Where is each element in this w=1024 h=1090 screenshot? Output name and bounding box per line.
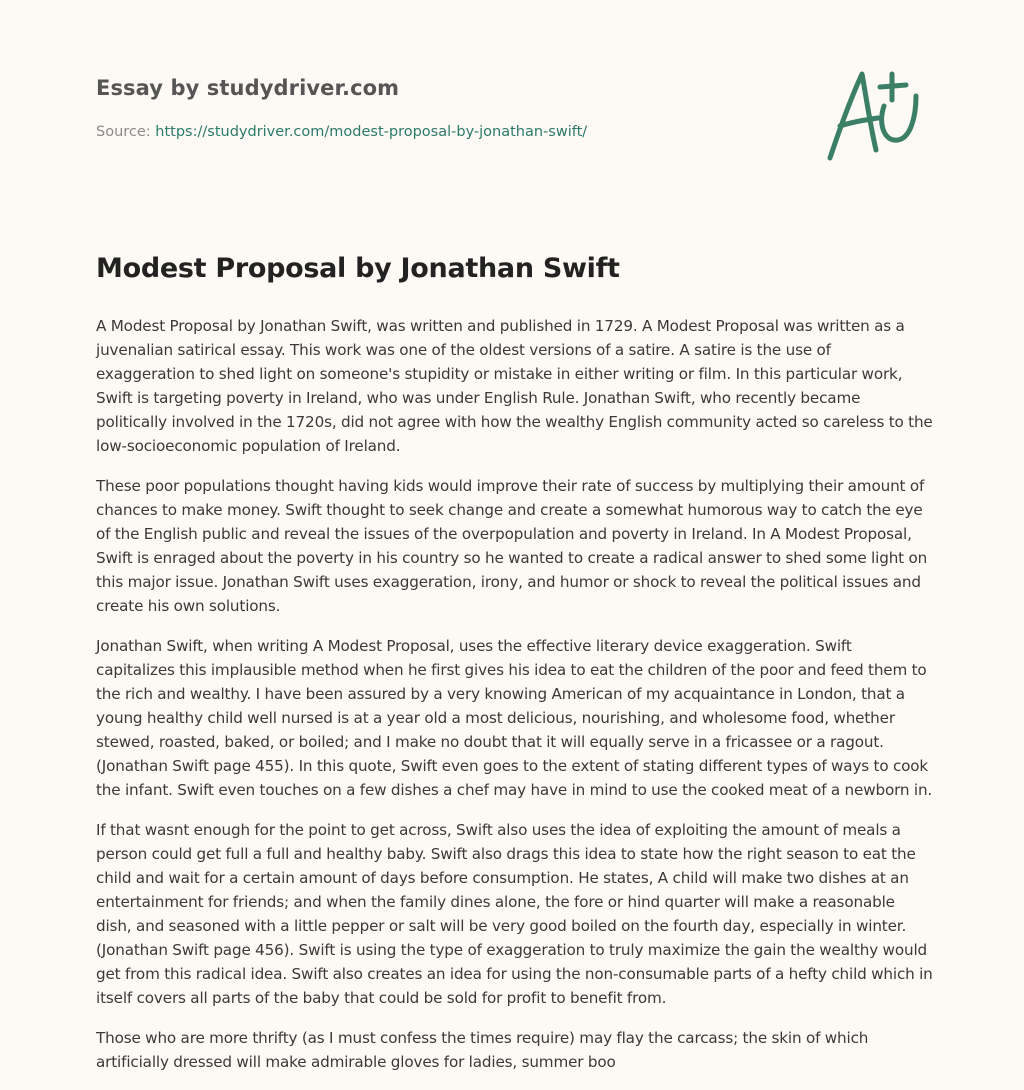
site-brand-heading: Essay by studydriver.com: [96, 76, 400, 100]
source-link[interactable]: https://studydriver.com/modest-proposal-by-jonathan-swift/: [155, 124, 588, 140]
a-plus-grade-icon: [818, 66, 930, 166]
essay-body: [96, 314, 934, 1090]
essay-paragraph: A Modest Proposal by Jonathan Swift, was written and published in 1729. A Modest Proposal was written as a juvenalian satirical essay. This work was one of the oldest versions of a satire. A satire is the use of exaggeration to shed light on someone's stupidity or mistake in either writing or film. In this particular work, Swift is targeting poverty in Ireland, who was under English Rule. Jonathan Swift, who recently became politically involved in the 1720s, did not agree with how the wealthy English community acted so careless to the low-socioeconomic population of Ireland.: [96, 317, 933, 455]
essay-paragraph: Jonathan Swift, when writing A Modest Proposal, uses the effective literary device exaggeration. Swift capitalizes this implausible method when he first gives his idea to eat the children of the poor and feed them to the rich and wealthy. I have been assured by a very knowing American of my acquaintance in London, that a young healthy child well nursed is at a year old a most delicious, nourishing, and wholesome food, whether stewed, roasted, baked, or boiled; and I make no doubt that it will equally serve in a fricassee or a ragout. (Jonathan Swift page 455). In this quote, Swift even goes to the extent of stating different types of ways to cook the infant. Swift even touches on a few dishes a chef may have in mind to use the cooked meat of a newborn in.: [96, 637, 933, 799]
essay-paragraph: These poor populations thought having kids would improve their rate of success by multiplying their amount of chances to make money. Swift thought to seek change and create a somewhat humorous way to catch the eye of the English public and reveal the issues of the overpopulation and poverty in Ireland. In A Modest Proposal, Swift is enraged about the poverty in his country so he wanted to create a radical answer to shed some light on this major issue. Jonathan Swift uses exaggeration, irony, and humor or shock to reveal the political issues and create his own solutions.: [96, 477, 928, 615]
essay-paragraph: If that wasnt enough for the point to get across, Swift also uses the idea of exploiting the amount of meals a person could get full a full and healthy baby. Swift also drags this idea to state how the right season to eat the child and wait for a certain amount of days before consumption. He states, A child will make two dishes at an entertainment for friends; and when the family dines alone, the fore or hind quarter will make a reasonable dish, and seasoned with a little pepper or salt will be very good boiled on the fourth day, especially in winter. (Jonathan Swift page 456). Swift is using the type of exaggeration to truly maximize the gain the wealthy would get from this radical idea. Swift also creates an idea for using the non-consumable parts of a hefty child which in itself covers all parts of the baby that could be sold for profit to benefit from.: [96, 821, 933, 1007]
essay-title: Modest Proposal by Jonathan Swift: [96, 253, 620, 284]
source-line: [96, 124, 587, 140]
essay-paragraph: Those who are more thrifty (as I must confess the times require) may flay the carcass; the skin of which artificially dressed will make admirable gloves for ladies, summer boo: [96, 1029, 869, 1071]
source-label: Source:: [96, 124, 156, 140]
